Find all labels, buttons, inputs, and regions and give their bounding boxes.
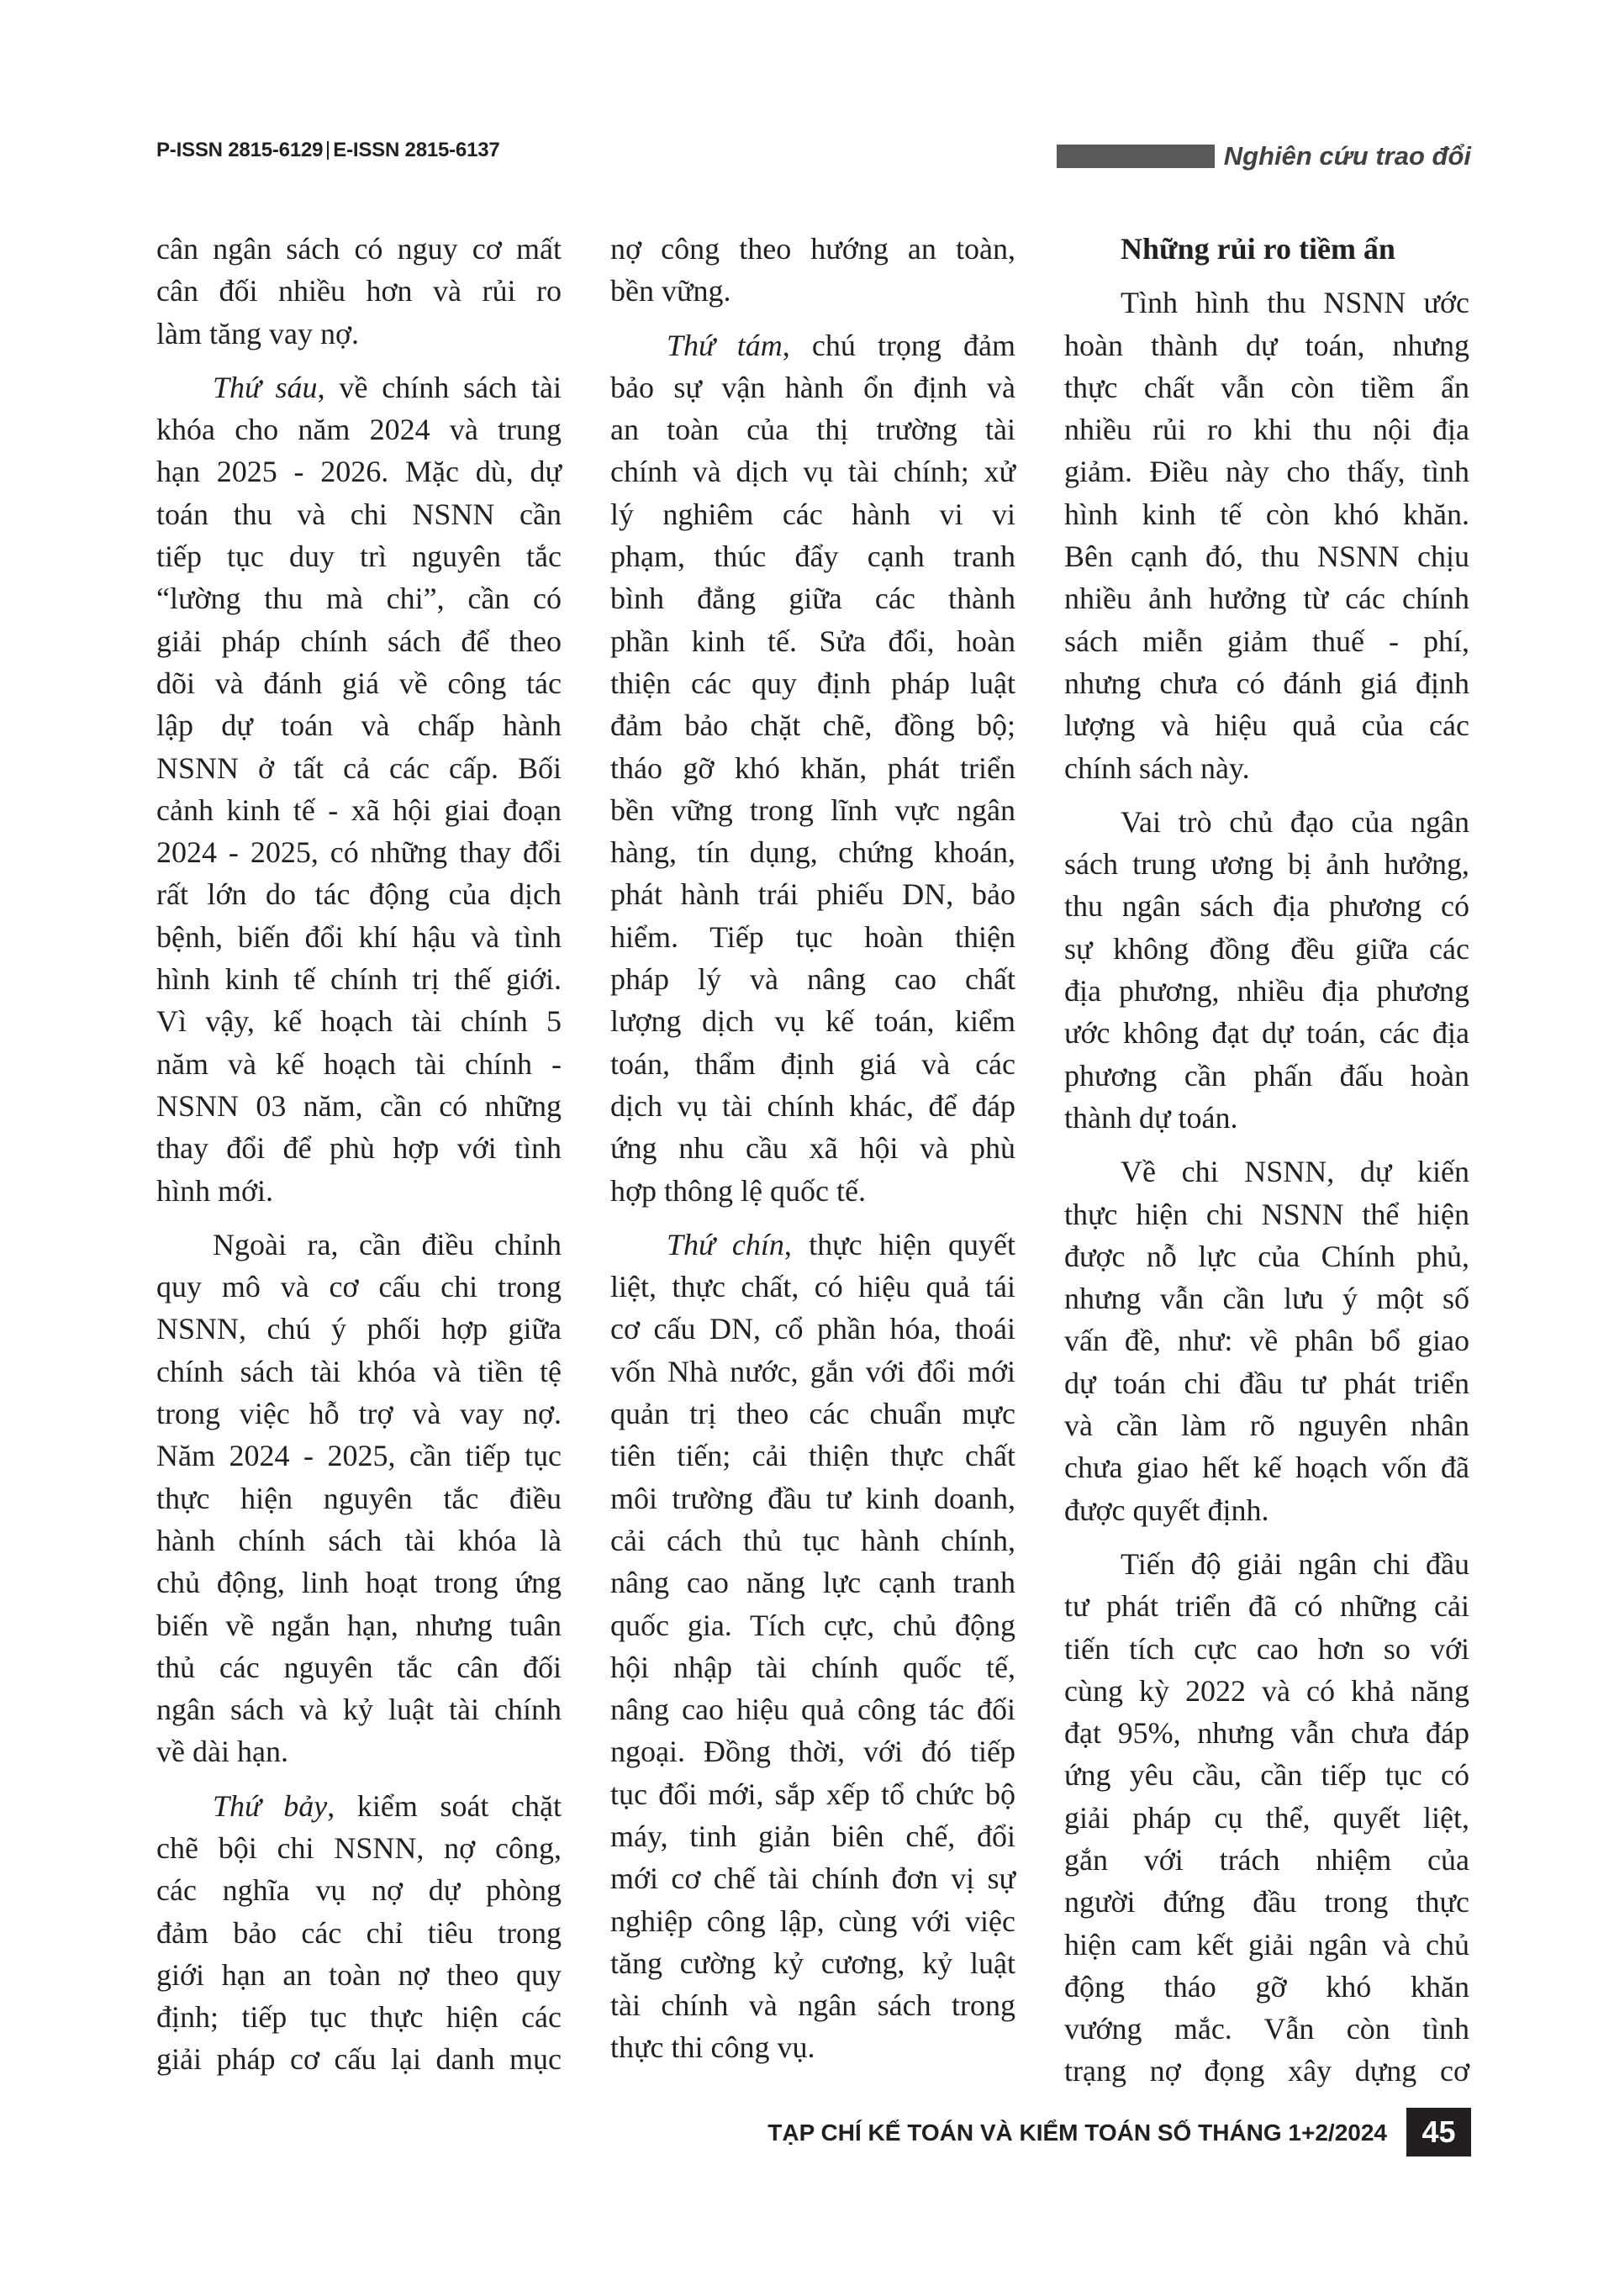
text-line: phạm, thúc đẩy cạnh tranh [610,540,1015,574]
text-line: tiếp tục duy trì nguyên tắc [156,540,562,574]
paragraph [610,324,1015,1212]
text-line: về dài hạn. [156,1735,288,1769]
text-line: NSNN 03 năm, cần có những [156,1088,562,1123]
text-line: hoàn thành dự toán, nhưng [1064,328,1469,362]
text-line: các nghĩa vụ nợ dự phòng [156,1873,562,1908]
text-line: động tháo gỡ khó khăn [1064,1969,1469,2004]
text-line: Tiến độ giải ngân chi đầu [1121,1546,1469,1581]
text-line: tháo gỡ khó khăn, phát triển [610,750,1015,785]
text-line: sự không đồng đều giữa các [1064,931,1469,966]
text-line: quản trị theo các chuẩn mực [610,1397,1015,1431]
text-line: giải pháp chính sách để theo [156,624,562,658]
text-line [156,1785,562,1827]
text-line: nhưng chưa có đánh giá định [1064,666,1469,700]
text-line: Ngoài ra, cần điều chỉnh [213,1227,562,1261]
text-line: toán thu và chi NSNN cần [156,497,562,531]
text-line: phương cần phấn đấu hoàn [1064,1058,1469,1093]
text-line: rất lớn do tác động của dịch [156,877,562,912]
text-line: chẽ bội chi NSNN, nợ công, [156,1830,562,1865]
text-line: cân đối nhiều hơn và rủi ro [156,274,562,308]
text-line: Vì vậy, kế hoạch tài chính 5 [156,1004,562,1039]
paragraph [1064,1151,1469,1531]
text-line: “lường thu mà chi”, cần có [156,582,562,616]
section-heading: Những rủi ro tiềm ẩn [1121,232,1395,266]
text-line: giải pháp cụ thể, quyết liệt, [1064,1800,1469,1835]
paragraph-lead: Thứ sáu [213,370,318,404]
text-line: vốn Nhà nước, gắn với đổi mới [610,1354,1015,1388]
paragraph [156,228,562,355]
text-line: thủ các nguyên tắc cân đối [156,1650,562,1684]
text-line: sách miễn giảm thuế - phí, [1064,624,1469,658]
text-line: mới cơ chế tài chính đơn vị sự [610,1862,1015,1896]
page-number: 45 [1406,2108,1471,2156]
text-line: vướng mắc. Vẫn còn tình [1064,2012,1469,2046]
text-line: hình kinh tế còn khó khăn. [1064,497,1469,531]
text-line: ngân sách và kỷ luật tài chính [156,1693,562,1727]
text-line: Vai trò chủ đạo của ngân [1121,804,1469,839]
electronic-issn: E-ISSN 2815-6137 [333,139,500,161]
text-line: môi trường đầu tư kinh doanh, [610,1481,1015,1515]
text-line: bền vững. [610,274,731,308]
text-line [610,1224,1015,1266]
text-line: cơ cấu DN, cổ phần hóa, thoái [610,1312,1015,1346]
text-line: cảnh kinh tế - xã hội giai đoạn [156,793,562,827]
paragraph [1064,1543,1469,2093]
text-line: hàng, tín dụng, chứng khoán, [610,835,1015,870]
text-line: dự toán chi đầu tư phát triển [1064,1366,1469,1400]
text-line: phần kinh tế. Sửa đổi, hoàn [610,624,1015,658]
paragraph [156,366,562,1212]
text-line: pháp lý và nâng cao chất [610,962,1015,997]
issn-line [156,138,500,163]
text-line: NSNN ở tất cả các cấp. Bối [156,750,562,785]
text-line: giảm. Điều này cho thấy, tình [1064,455,1469,489]
text-line: tăng cường kỷ cương, kỷ luật [610,1946,1015,1980]
text-line: đảm bảo chặt chẽ, đồng bộ; [610,708,1015,743]
issn-divider [327,141,329,160]
text-line-rest: , về chính sách tài [317,370,562,404]
text-line: nghiệp công lập, cùng với việc [610,1904,1015,1938]
text-line: lượng dịch vụ kế toán, kiểm [610,1004,1015,1039]
text-line [156,366,562,408]
paragraph [610,1224,1015,2069]
text-line: Tình hình thu NSNN ước [1121,286,1469,320]
text-line: Về chi NSNN, dự kiến [1121,1155,1469,1189]
text-line: lượng và hiệu quả của các [1064,708,1469,743]
text-line: tài chính và ngân sách trong [610,1988,1015,2023]
text-line: nhiều rủi ro khi thu nội địa [1064,413,1469,447]
text-line: cải cách thủ tục hành chính, [610,1523,1015,1557]
text-line: vấn đề, như: về phân bổ giao [1064,1324,1469,1358]
print-issn: P-ISSN 2815-6129 [156,139,324,161]
text-line: biến về ngắn hạn, nhưng tuân [156,1608,562,1642]
paragraph [1064,801,1469,1139]
text-line: nhiều ảnh hưởng từ các chính [1064,582,1469,616]
text-line: quy mô và cơ cấu chi trong [156,1270,562,1304]
text-line: 2024 - 2025, có những thay đổi [156,835,562,870]
text-line: hành chính sách tài khóa là [156,1523,562,1557]
text-line: giải pháp cơ cấu lại danh mục [156,2042,562,2077]
paragraph [1064,282,1469,789]
text-line: quốc gia. Tích cực, chủ động [610,1608,1015,1642]
text-line: dịch vụ tài chính khác, để đáp [610,1088,1015,1123]
text-line: được quyết định. [1064,1493,1269,1527]
text-line-rest: , chú trọng đảm [782,328,1016,362]
paragraph [156,1224,562,1773]
text-line: hình mới. [156,1173,274,1208]
text-line: hội nhập tài chính quốc tế, [610,1650,1015,1684]
text-line: đảm bảo các chỉ tiêu trong [156,1915,562,1950]
paragraph-lead: Thứ tám [667,328,783,362]
text-line: năm và kế hoạch tài chính - [156,1046,562,1081]
text-column-3 [1064,228,1469,2093]
text-line: thay đổi để phù hợp với tình [156,1131,562,1166]
text-line: sách trung ương bị ảnh hưởng, [1064,847,1469,882]
text-line: hạn 2025 - 2026. Mặc dù, dự [156,455,562,489]
text-line: lý nghiêm các hành vi vi [610,497,1015,531]
text-line: chính và dịch vụ tài chính; xử [610,455,1015,489]
journal-title: TẠP CHÍ KẾ TOÁN VÀ KIỂM TOÁN SỐ THÁNG 1+2/2024 [767,2120,1387,2146]
text-line: thực chất vẫn còn tiềm ẩn [1064,370,1469,404]
text-line: bình đẳng giữa các thành [610,582,1015,616]
text-line: giới hạn an toàn nợ theo quy [156,1957,562,1992]
text-line: gắn với trách nhiệm của [1064,1842,1469,1877]
text-line: cùng kỳ 2022 và có khả năng [1064,1673,1469,1708]
text-line: thực thi công vụ. [610,2030,815,2065]
text-line: thực hiện nguyên tắc điều [156,1481,562,1515]
paragraph-lead: Thứ chín [667,1227,784,1261]
text-line: địa phương, nhiều địa phương [1064,974,1469,1008]
text-line: trong việc hỗ trợ và vay nợ. [156,1397,562,1431]
text-line: tư phát triển đã có những cải [1064,1589,1469,1624]
text-line: an toàn của thị trường tài [610,413,1015,447]
text-line: Năm 2024 - 2025, cần tiếp tục [156,1439,562,1473]
text-line: chính sách tài khóa và tiền tệ [156,1354,562,1388]
text-line: nợ công theo hướng an toàn, [610,232,1015,266]
section-bar [1057,145,1215,168]
text-line: nhưng vẫn cần lưu ý một số [1064,1282,1469,1316]
text-line: trạng nợ đọng xây dựng cơ [1064,2054,1469,2088]
text-line: cân ngân sách có nguy cơ mất [156,232,562,266]
text-line: khóa cho năm 2024 và trung [156,413,562,447]
paragraph-lead: Thứ bảy [213,1788,328,1823]
text-line: chủ động, linh hoạt trong ứng [156,1566,562,1600]
text-line: phát hành trái phiếu DN, bảo [610,877,1015,912]
text-line: Bên cạnh đó, thu NSNN chịu [1064,540,1469,574]
text-line: định; tiếp tục thực hiện các [156,2000,562,2035]
section-label: Nghiên cứu trao đổi [1223,141,1471,171]
text-line: dõi và đánh giá về công tác [156,666,562,700]
text-line: tục đổi mới, sắp xếp tổ chức bộ [610,1777,1015,1811]
text-line: hình kinh tế chính trị thế giới. [156,962,562,997]
text-line: thực hiện chi NSNN thể hiện [1064,1197,1469,1231]
text-line: hiểm. Tiếp tục hoàn thiện [610,919,1015,954]
text-line: bệnh, biến đổi khí hậu và tình [156,919,562,954]
text-line: được nỗ lực của Chính phủ, [1064,1239,1469,1273]
text-line: người đứng đầu trong thực [1064,1885,1469,1919]
text-line: toán, thẩm định giá và các [610,1046,1015,1081]
text-line: ứng nhu cầu xã hội và phù [610,1131,1015,1166]
text-line: ứng yêu cầu, cần tiếp tục có [1064,1758,1469,1793]
text-line: bền vững trong lĩnh vực ngân [610,793,1015,827]
text-line: và cần làm rõ nguyên nhân [1064,1409,1469,1443]
text-column-2 [610,228,1015,2069]
text-line-rest: , kiểm soát chặt [327,1788,562,1823]
text-line: liệt, thực chất, có hiệu quả tái [610,1270,1015,1304]
text-line: tiến tích cực cao hơn so với [1064,1631,1469,1666]
text-line-rest: , thực hiện quyết [783,1227,1016,1261]
text-line: chính sách này. [1064,750,1250,785]
text-line: nâng cao hiệu quả công tác đối [610,1693,1015,1727]
text-line [610,324,1015,366]
text-line: thu ngân sách địa phương có [1064,889,1469,924]
text-line: bảo sự vận hành ổn định và [610,370,1015,404]
text-line: thành dự toán. [1064,1100,1238,1135]
text-column-1 [156,228,562,2081]
text-line: nâng cao năng lực cạnh tranh [610,1566,1015,1600]
text-line: đạt 95%, nhưng vẫn chưa đáp [1064,1716,1469,1751]
text-line: máy, tinh giản biên chế, đổi [610,1819,1015,1853]
paragraph [610,228,1015,313]
text-line: ước không đạt dự toán, các địa [1064,1016,1469,1051]
paragraph [156,1785,562,2081]
text-line: hợp thông lệ quốc tế. [610,1173,866,1208]
text-line: lập dự toán và chấp hành [156,708,562,743]
text-line: chưa giao hết kế hoạch vốn đã [1064,1451,1469,1485]
text-line: làm tăng vay nợ. [156,316,359,350]
text-line: NSNN, chú ý phối hợp giữa [156,1312,562,1346]
text-line: ngoại. Đồng thời, với đó tiếp [610,1735,1015,1769]
text-line: tiên tiến; cải thiện thực chất [610,1439,1015,1473]
text-line: hiện cam kết giải ngân và chủ [1064,1927,1469,1962]
text-line: thiện các quy định pháp luật [610,666,1015,700]
